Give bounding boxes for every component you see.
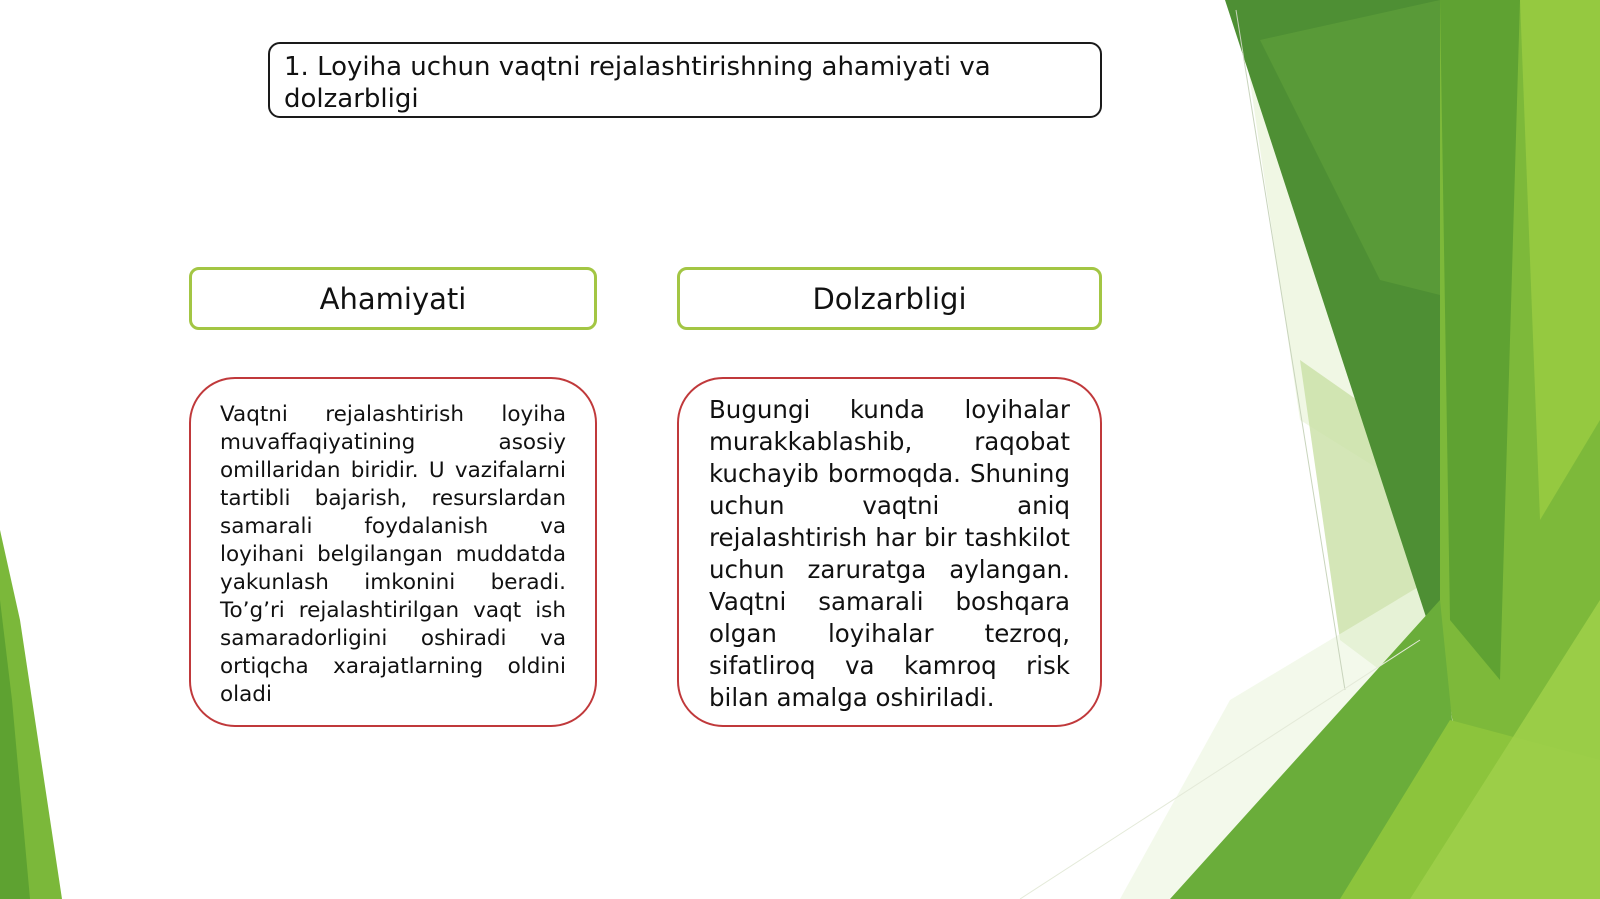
heading-dolzarbligi [677,267,1102,330]
ahamiyati-body-text: Vaqtni rejalashtirish loyiha muvaffaqiyatining asosiy omillaridan biridir. U vazifalarni tartibli bajarish, resurslardan samarali foydalanish va loyihani belgilangan muddatda yakunlash imkonini beradi. To’g’ri rejalashtirilgan vaqt ish samaradorligini oshiradi va ortiqcha xarajatlarning oldini oladi [220,402,566,707]
slide-title: 1. Loyiha uchun vaqtni rejalashtirishning ahamiyati va dolzarbligi [268,42,1102,118]
dolzarbligi-text-box [677,377,1102,727]
dolzarbligi-body-text: Bugungi kunda loyihalar murakkablashib, raqobat kuchayib bormoqda. Shuning uchun vaqtni aniq rejalashtirish har bir tashkilot uchun zaruratga aylangan. Vaqtni samarali boshqara olgan loyihalar tezroq, sifatliroq va kamroq risk bilan amalga oshiriladi. [709,395,1070,712]
ahamiyati-text-box [189,377,597,727]
heading-ahamiyati [189,267,597,330]
heading-ahamiyati-label: Ahamiyati [319,281,467,316]
heading-dolzarbligi-label: Dolzarbligi [812,281,967,316]
